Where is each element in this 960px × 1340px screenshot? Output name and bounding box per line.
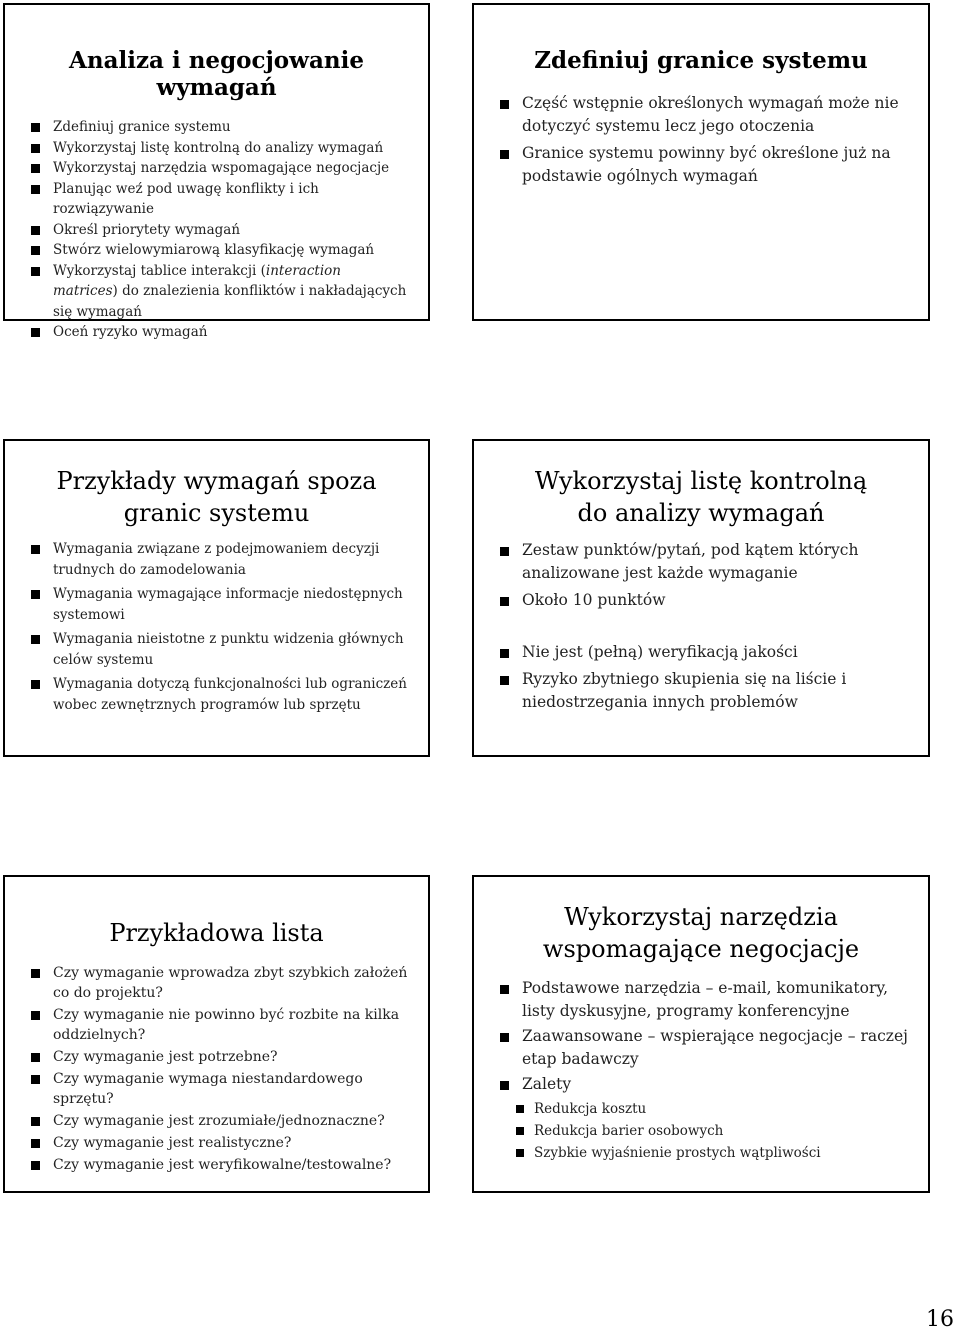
bullet-square-icon bbox=[31, 1053, 40, 1062]
bullet-square-icon bbox=[500, 676, 509, 685]
bullet-square-icon bbox=[31, 635, 40, 644]
list-item: Określ priorytety wymagań bbox=[27, 220, 410, 241]
slide-granice bbox=[472, 3, 930, 321]
list-item: Oceń ryzyko wymagań bbox=[27, 322, 410, 343]
bullet-square-icon bbox=[500, 649, 509, 658]
slide-title: Zdefiniuj granice systemu bbox=[534, 47, 868, 74]
bullet-square-icon bbox=[31, 1011, 40, 1020]
bullet-square-icon bbox=[31, 144, 40, 153]
list-item: Zalety bbox=[496, 1073, 910, 1096]
slide-title: Przykładowa lista bbox=[109, 919, 324, 947]
bullet-list bbox=[27, 963, 410, 1175]
bullet-square-icon bbox=[31, 1075, 40, 1084]
sub-bullet-list bbox=[512, 1098, 910, 1164]
list-item: Czy wymaganie jest realistyczne? bbox=[27, 1133, 410, 1153]
slide-analiza bbox=[3, 3, 430, 340]
bullet-square-icon bbox=[31, 185, 40, 194]
bullet-square-icon bbox=[516, 1127, 524, 1135]
bullet-square-icon bbox=[31, 328, 40, 337]
list-item: Wymagania wymagające informacje niedostępnych systemowi bbox=[27, 584, 410, 625]
bullet-square-icon bbox=[500, 1033, 509, 1042]
list-item: Wymagania związane z podejmowaniem decyzji trudnych do zamodelowania bbox=[27, 539, 410, 580]
bullet-square-icon bbox=[31, 545, 40, 554]
bullet-square-icon bbox=[31, 1139, 40, 1148]
emphasized-term: interaction matrices bbox=[53, 262, 341, 299]
list-item: Czy wymaganie jest zrozumiałe/jednoznaczne? bbox=[27, 1111, 410, 1131]
list-item: Czy wymaganie wprowadza zbyt szybkich założeń co do projektu? bbox=[27, 963, 410, 1003]
bullet-square-icon bbox=[500, 150, 509, 159]
bullet-square-icon bbox=[500, 547, 509, 556]
list-item: Stwórz wielowymiarową klasyfikację wymagań bbox=[27, 240, 410, 261]
list-item: Redukcja barier osobowych bbox=[512, 1120, 910, 1142]
page-number: 16 bbox=[926, 1307, 954, 1332]
bullet-square-icon bbox=[500, 100, 509, 109]
bullet-square-icon bbox=[31, 969, 40, 978]
list-item: Zaawansowane – wspierające negocjacje – raczej etap badawczy bbox=[496, 1025, 910, 1071]
list-item: Planując weź pod uwagę konflikty i ich rozwiązywanie bbox=[27, 179, 410, 220]
bullet-square-icon bbox=[500, 985, 509, 994]
bullet-list bbox=[496, 539, 910, 714]
list-item: Ryzyko zbytniego skupienia się na liście i niedostrzegania innych problemów bbox=[496, 668, 910, 714]
list-item: Czy wymaganie nie powinno być rozbite na kilka oddzielnych? bbox=[27, 1005, 410, 1045]
bullet-square-icon bbox=[31, 226, 40, 235]
slide-title: Przykłady wymagań spoza granic systemu bbox=[56, 467, 377, 527]
list-item: Wymagania dotyczą funkcjonalności lub ograniczeń wobec zewnętrznych programów lub sprzętu bbox=[27, 674, 410, 715]
slide-title: Wykorzystaj narzędzia wspomagające negocjacje bbox=[542, 903, 860, 963]
slide-lista-kontrolna bbox=[472, 439, 930, 757]
bullet-square-icon bbox=[31, 680, 40, 689]
list-item: Redukcja kosztu bbox=[512, 1098, 910, 1120]
bullet-list bbox=[27, 539, 410, 715]
list-item: Około 10 punktów bbox=[496, 589, 910, 612]
slide-title: Analiza i negocjowanie wymagań bbox=[69, 47, 364, 101]
list-item: Zdefiniuj granice systemu bbox=[27, 117, 410, 138]
list-item: Czy wymaganie jest weryfikowalne/testowalne? bbox=[27, 1155, 410, 1175]
list-item: Nie jest (pełną) weryfikacją jakości bbox=[496, 641, 910, 664]
bullet-square-icon bbox=[31, 246, 40, 255]
bullet-square-icon bbox=[31, 1117, 40, 1126]
bullet-square-icon bbox=[31, 123, 40, 132]
bullet-square-icon bbox=[31, 267, 40, 276]
list-item: Szybkie wyjaśnienie prostych wątpliwości bbox=[512, 1142, 910, 1164]
bullet-list bbox=[496, 92, 910, 188]
bullet-square-icon bbox=[500, 597, 509, 606]
bullet-square-icon bbox=[516, 1105, 524, 1113]
bullet-square-icon bbox=[31, 590, 40, 599]
list-item: Zestaw punktów/pytań, pod kątem których analizowane jest każde wymaganie bbox=[496, 539, 910, 585]
bullet-square-icon bbox=[31, 164, 40, 173]
list-item: Granice systemu powinny być określone już na podstawie ogólnych wymagań bbox=[496, 142, 910, 188]
list-item: Czy wymaganie jest potrzebne? bbox=[27, 1047, 410, 1067]
bullet-square-icon bbox=[500, 1081, 509, 1090]
slide-narzedzia bbox=[472, 875, 930, 1193]
list-item: Wykorzystaj listę kontrolną do analizy wymagań bbox=[27, 138, 410, 159]
bullet-square-icon bbox=[516, 1149, 524, 1157]
slide-przyklady bbox=[3, 439, 430, 757]
list-item: Podstawowe narzędzia – e-mail, komunikatory, listy dyskusyjne, programy konferencyjne bbox=[496, 977, 910, 1023]
list-item: Wykorzystaj narzędzia wspomagające negocjacje bbox=[27, 158, 410, 179]
list-item: Czy wymaganie wymaga niestandardowego sprzętu? bbox=[27, 1069, 410, 1109]
bullet-square-icon bbox=[31, 1161, 40, 1170]
list-item: Wymagania nieistotne z punktu widzenia głównych celów systemu bbox=[27, 629, 410, 670]
bullet-list bbox=[27, 117, 410, 343]
list-item: Część wstępnie określonych wymagań może nie dotyczyć systemu lecz jego otoczenia bbox=[496, 92, 910, 138]
list-item: Wykorzystaj tablice interakcji (interaction matrices) do znalezienia konfliktów i nakładających się wymagań bbox=[27, 261, 410, 323]
bullet-list bbox=[496, 977, 910, 1096]
slide-przykladowa-lista bbox=[3, 875, 430, 1193]
slide-title: Wykorzystaj listę kontrolną do analizy wymagań bbox=[534, 467, 868, 527]
